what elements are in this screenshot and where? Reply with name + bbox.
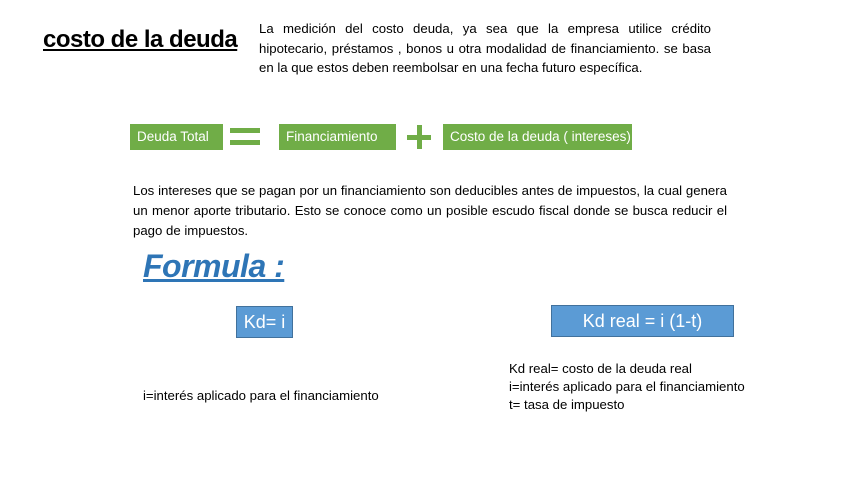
kd-formula-box: Kd= i — [236, 306, 293, 338]
slide-title: costo de la deuda — [43, 26, 238, 53]
formula-heading: Formula : — [143, 248, 285, 284]
kd-real-formula-box: Kd real = i (1-t) — [551, 305, 734, 337]
financiamiento-box: Financiamiento — [279, 124, 396, 150]
definitions-list — [509, 360, 745, 414]
costo-deuda-box: Costo de la deuda ( intereses) — [443, 124, 632, 150]
equals-icon — [230, 126, 260, 148]
deuda-total-box: Deuda Total — [130, 124, 223, 150]
plus-icon — [407, 125, 431, 149]
intro-paragraph: La medición del costo deuda, ya sea que la empresa utilice crédito hipotecario, préstamos , bonos u otra modalidad de financiamiento. se basa en la que estos deben reembolsar en una fecha futuro específica. — [259, 21, 711, 75]
definition-kd-real: Kd real= costo de la deuda real — [509, 361, 692, 376]
definition-t: t= tasa de impuesto — [509, 397, 625, 412]
definition-i: i=interés aplicado para el financiamiento — [143, 388, 379, 403]
definition-i: i=interés aplicado para el financiamiento — [509, 379, 745, 394]
intereses-paragraph: Los intereses que se pagan por un financiamiento son deducibles antes de impuestos, la cual genera un menor aporte tributario. Esto se conoce como un posible escudo fiscal donde se busca reducir el pago de impuestos. — [133, 183, 727, 238]
